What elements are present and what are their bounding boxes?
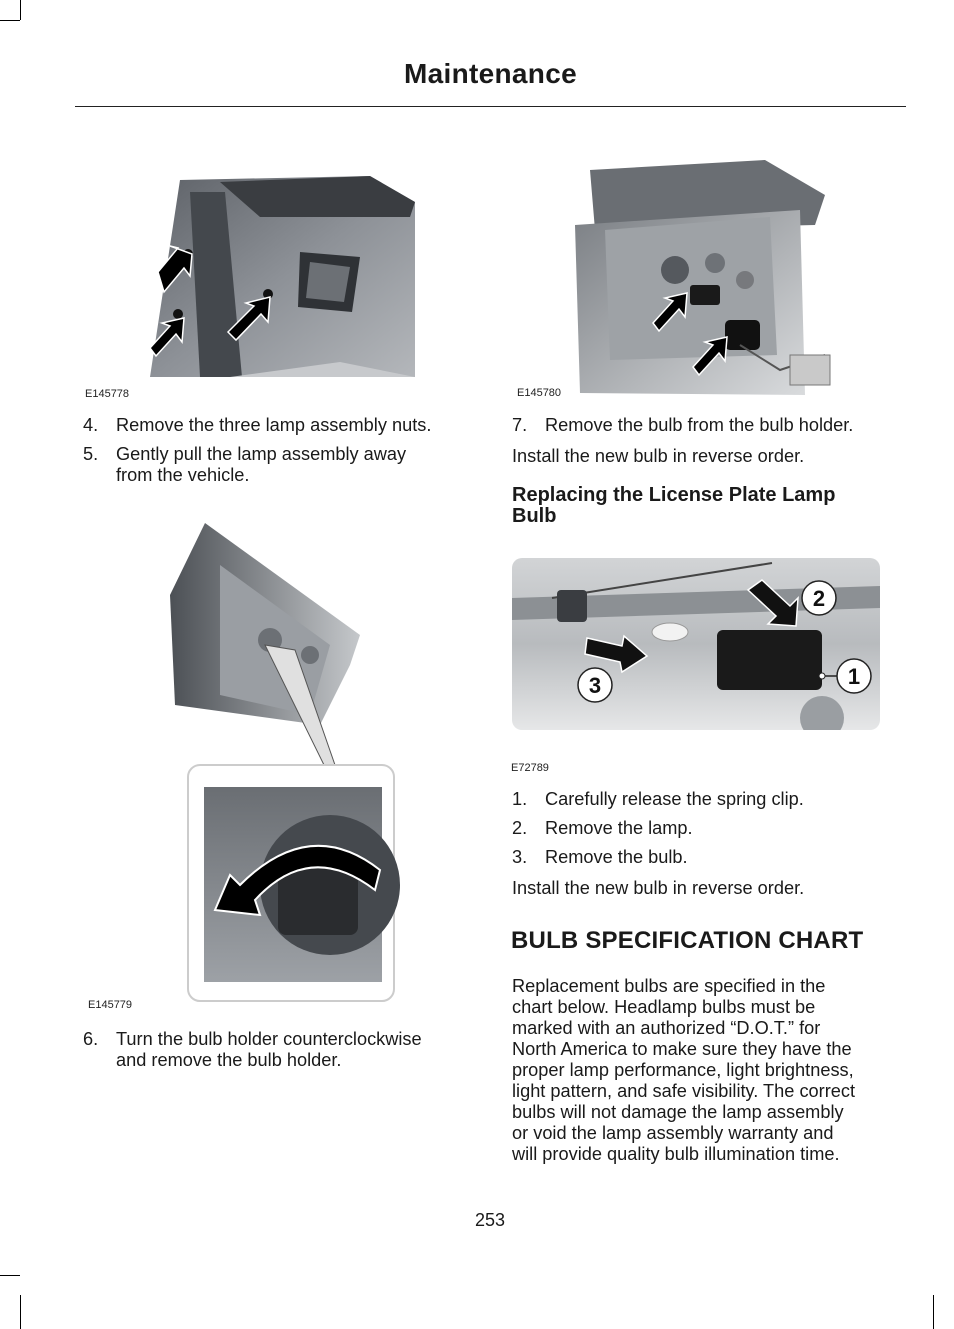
license-plate-heading: Replacing the License Plate Lamp Bulb: [512, 484, 836, 527]
license-step-3: [512, 847, 922, 869]
figure-bulb-holder: [565, 155, 845, 400]
step-4: [83, 415, 483, 437]
step-number: 1.: [512, 789, 528, 809]
step-text: Remove the bulb.: [545, 847, 688, 867]
step-number: 6.: [83, 1029, 99, 1049]
crop-mark: [933, 1295, 934, 1329]
crop-mark: [20, 1295, 21, 1329]
step-text: Gently pull the lamp assembly away from the vehicle.: [116, 444, 407, 485]
crop-mark: [0, 20, 20, 21]
figure-bulb-holder-removal: [160, 515, 405, 1007]
step-number: 3.: [512, 847, 528, 867]
step-number: 7.: [512, 415, 528, 435]
license-step-1: [512, 789, 922, 811]
callout-1: 1: [847, 664, 861, 689]
step-text: Remove the bulb from the bulb holder.: [545, 415, 854, 435]
crop-mark: [0, 1275, 20, 1276]
step-number: 5.: [83, 444, 99, 464]
figure-license-plate-lamp: [512, 558, 880, 730]
section-heading: BULB SPECIFICATION CHART: [511, 927, 864, 954]
install-note: Install the new bulb in reverse order.: [512, 878, 805, 898]
step-6: [83, 1029, 483, 1073]
step-text: Remove the three lamp assembly nuts.: [116, 415, 432, 435]
step-number: 2.: [512, 818, 528, 838]
figure-id: E145780: [517, 387, 562, 399]
page-title: Maintenance: [404, 58, 577, 89]
figure-id: E72789: [511, 762, 549, 774]
figure-lamp-assembly-nuts: [130, 172, 430, 384]
step-7: [512, 415, 922, 437]
step-text: Turn the bulb holder counterclockwise and remove the bulb holder.: [116, 1029, 422, 1070]
step-5: [83, 444, 483, 488]
figure-id: E145779: [88, 999, 133, 1011]
license-step-2: [512, 818, 922, 840]
bulb-chart-paragraph: Replacement bulbs are specified in the chart below. Headlamp bulbs must be marked with an authorized “D.O.T.” for North America to make sure they have the proper lamp performance, light brightness, light pattern, and safe visibility. The correct bulbs will not damage the lamp assembly or void the lamp assembly warranty and will provide quality bulb illumination time.: [512, 976, 856, 1164]
page-number: 253: [474, 1210, 506, 1230]
callout-2: 2: [812, 586, 826, 611]
step-text: Carefully release the spring clip.: [545, 789, 804, 809]
step-text: Remove the lamp.: [545, 818, 693, 838]
title-rule: [75, 106, 906, 107]
install-note: Install the new bulb in reverse order.: [512, 446, 805, 466]
step-number: 4.: [83, 415, 99, 435]
crop-mark: [20, 0, 21, 20]
figure-id: E145778: [85, 388, 130, 400]
callout-3: 3: [588, 673, 602, 698]
